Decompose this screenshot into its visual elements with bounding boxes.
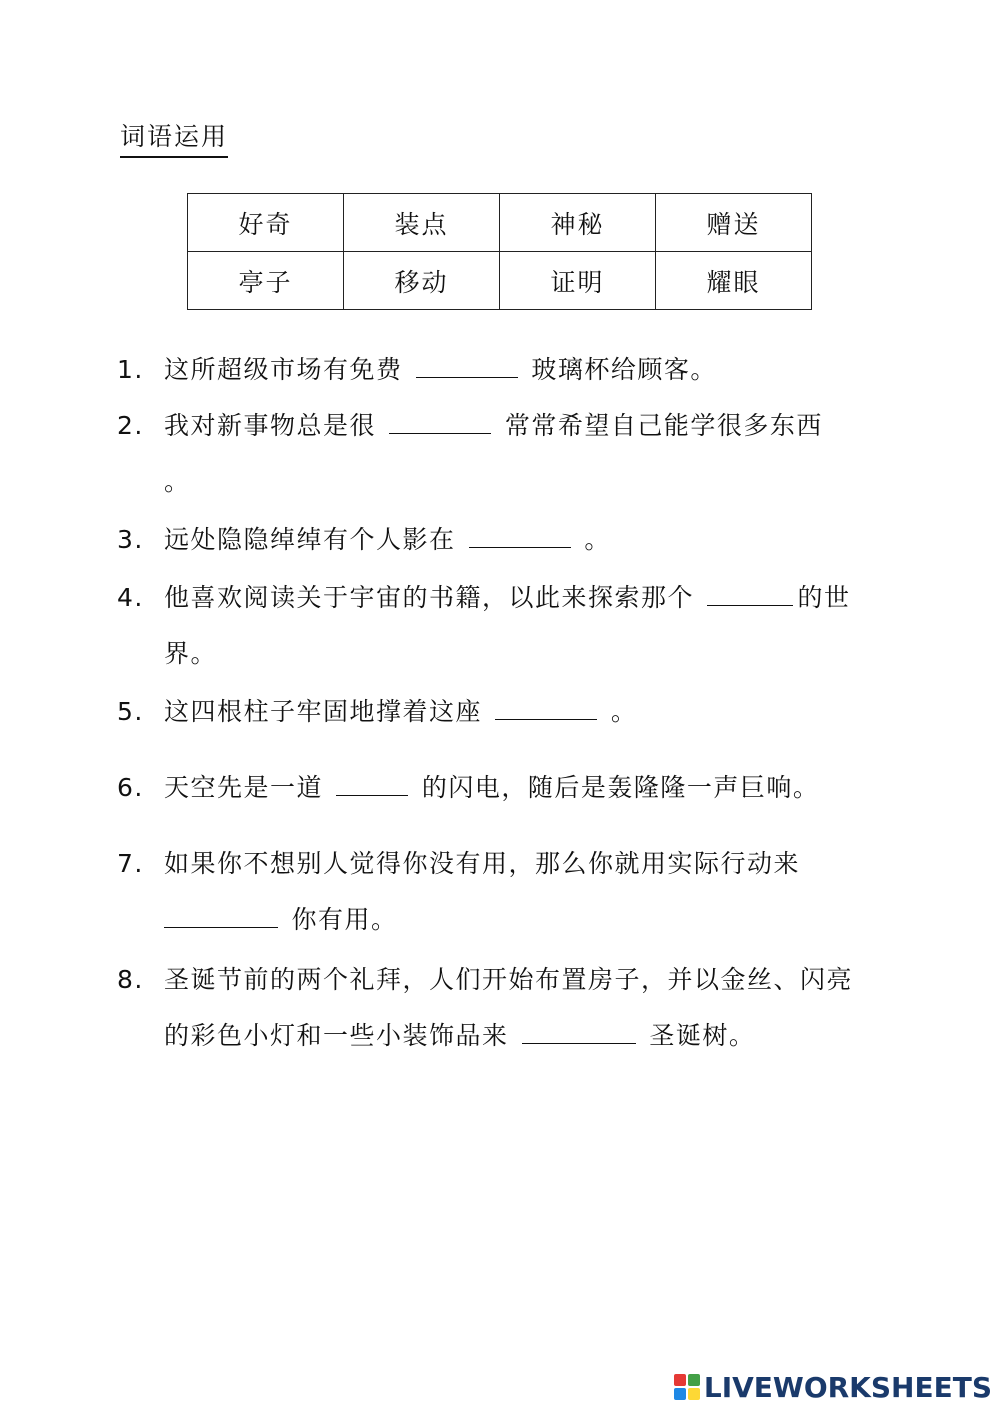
word-cell: 耀眼 xyxy=(656,252,812,310)
question-text: 。 xyxy=(574,525,611,554)
question-text: 圣诞树。 xyxy=(639,1021,756,1050)
answer-blank[interactable] xyxy=(707,577,793,606)
question-text: 我对新事物总是很 xyxy=(164,411,386,440)
question-text: 常常希望自己能学很多东西 。 xyxy=(164,411,833,496)
word-cell: 装点 xyxy=(344,194,500,252)
question-8 xyxy=(117,952,877,1064)
question-number: 7. xyxy=(117,849,144,878)
question-number: 6. xyxy=(117,773,144,802)
section-title: 词语运用 xyxy=(120,120,228,158)
answer-blank[interactable] xyxy=(416,349,518,378)
word-cell: 移动 xyxy=(344,252,500,310)
question-text: 他喜欢阅读关于宇宙的书籍，以此来探索那个 xyxy=(164,583,704,612)
answer-blank[interactable] xyxy=(469,519,571,548)
question-2 xyxy=(117,398,847,510)
word-bank-row xyxy=(188,252,812,310)
word-cell: 神秘 xyxy=(500,194,656,252)
question-text: 天空先是一道 xyxy=(164,773,333,802)
brand-name: LIVEWORKSHEETS xyxy=(703,1370,992,1404)
liveworksheets-logo-icon xyxy=(674,1374,700,1400)
question-4 xyxy=(117,570,857,682)
question-5 xyxy=(117,684,887,740)
word-cell: 赠送 xyxy=(656,194,812,252)
question-text: 远处隐隐绰绰有个人影在 xyxy=(164,525,465,554)
question-7 xyxy=(117,836,877,948)
question-text: 。 xyxy=(601,697,638,726)
question-text: 的世界。 xyxy=(164,583,851,668)
question-text: 圣诞节前的两个礼拜，人们开始布置房子，并以金丝、闪亮的彩色小灯和一些小装饰品来 xyxy=(164,965,854,1050)
answer-blank[interactable] xyxy=(164,899,278,928)
question-1 xyxy=(117,342,887,398)
question-number: 3. xyxy=(117,525,144,554)
question-text: 的闪电，随后是轰隆隆一声巨响。 xyxy=(412,773,820,802)
question-number: 8. xyxy=(117,965,144,994)
word-bank-row xyxy=(188,194,812,252)
question-text: 如果你不想别人觉得你没有用，那么你就用实际行动来 xyxy=(164,849,801,878)
question-3 xyxy=(117,512,887,568)
word-bank-table xyxy=(187,193,812,310)
question-text: 这所超级市场有免费 xyxy=(164,355,412,384)
footer-brand xyxy=(674,1367,992,1407)
answer-blank[interactable] xyxy=(522,1015,636,1044)
question-number: 4. xyxy=(117,583,144,612)
answer-blank[interactable] xyxy=(495,691,597,720)
answer-blank[interactable] xyxy=(336,767,408,796)
question-text: 你有用。 xyxy=(282,905,398,934)
question-text: 这四根柱子牢固地撑着这座 xyxy=(164,697,492,726)
word-cell: 亭子 xyxy=(188,252,344,310)
question-number: 2. xyxy=(117,411,144,440)
word-cell: 好奇 xyxy=(188,194,344,252)
question-text: 玻璃杯给顾客。 xyxy=(521,355,717,384)
question-6 xyxy=(117,760,887,816)
question-number: 1. xyxy=(117,355,144,384)
question-number: 5. xyxy=(117,697,144,726)
word-cell: 证明 xyxy=(500,252,656,310)
answer-blank[interactable] xyxy=(389,405,491,434)
